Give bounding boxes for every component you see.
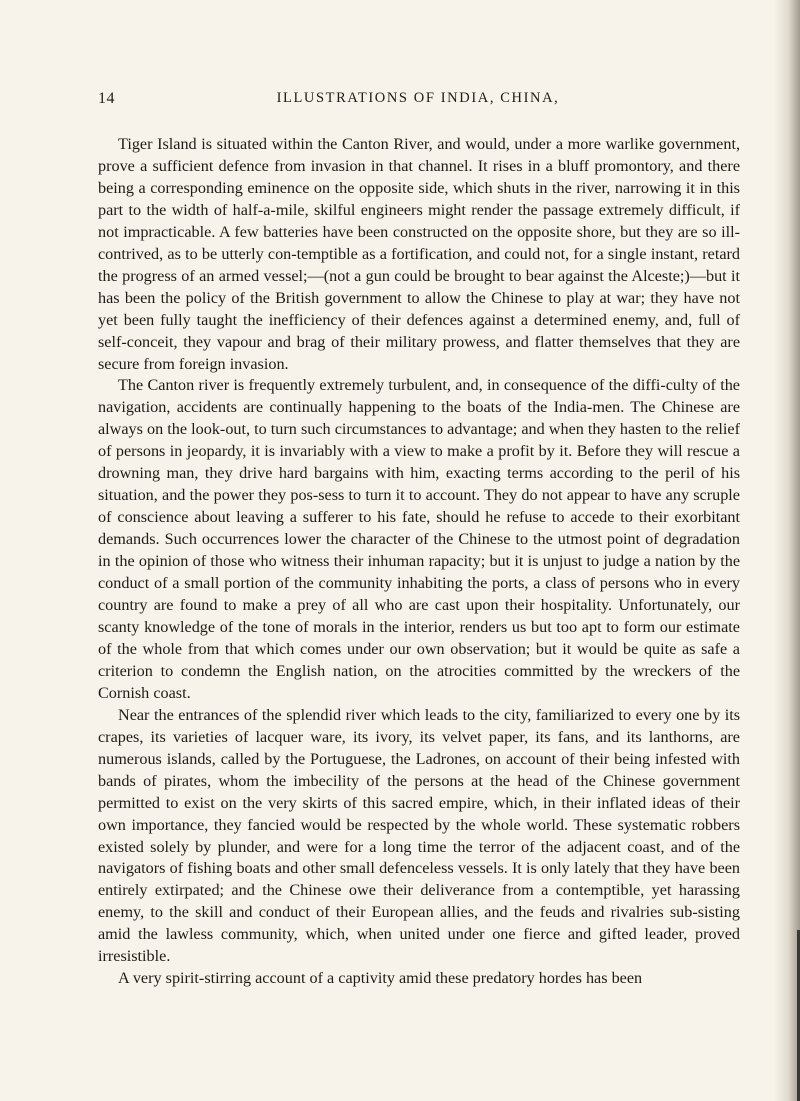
paragraph: The Canton river is frequently extremely turbulent, and, in consequence of the diffi-culty of the navigation, accidents are continually happening to the boats of the India-men. The Chinese are always on the look-out, to turn such circumstances to advantage; and when they hasten to the relief of persons in jeopardy, it is invariably with a view to make a profit by it. Before they will rescue a drowning man, they drive hard bargains with him, exacting terms according to the peril of his situation, and the power they pos-sess to turn it to account. They do not appear to have any scruple of conscience about leaving a sufferer to his fate, should he refuse to accede to their exorbitant demands. Such occurrences lower the character of the Chinese to the utmost point of degradation in the opinion of those who witness their inhuman rapacity; but it is unjust to judge a nation by the conduct of a small portion of the community inhabiting the ports, a class of persons who in every country are found to make a prey of all who are cast upon their hospitality. Unfortunately, our scanty knowledge of the tone of morals in the interior, renders us but too apt to form our estimate of the whole from that which comes under our own observation; but it would be quite as safe a criterion to condemn the English nation, on the atrocities committed by the wreckers of the Cornish coast. [98, 376, 740, 702]
body-text [98, 134, 740, 990]
running-head: ILLUSTRATIONS OF INDIA, CHINA, [276, 90, 560, 106]
page-number: 14 [98, 90, 115, 107]
paragraph: Near the entrances of the splendid river which leads to the city, familiarized to every one by its crapes, its varieties of lacquer ware, its ivory, its velvet paper, its fans, and its lanthorns, are numerous islands, called by the Portuguese, the Ladrones, on account of their being infested with bands of pirates, whom the imbecility of the persons at the head of the Chinese government permitted to exist on the very skirts of this sacred empire, which, in their inflated ideas of their own importance, they fancied would be respected by the whole world. These systematic robbers existed solely by plunder, and were for a long time the terror of the adjacent coast, and of the navigators of fishing boats and other small defenceless vessels. It is only lately that they have been entirely extirpated; and the Chinese owe their deliverance from a contemptible, yet harassing enemy, to the skill and conduct of their European allies, and the feuds and rivalries sub-sisting amid the lawless community, which, when united under one fierce and gifted leader, proved irresistible. [98, 705, 740, 966]
page-header [98, 90, 738, 110]
paragraph: Tiger Island is situated within the Canton River, and would, under a more warlike government, prove a sufficient defence from invasion in that channel. It rises in a bluff promontory, and there being a corresponding eminence on the opposite side, which shuts in the river, narrowing it in this part to the width of half-a-mile, skilful engineers might render the passage extremely difficult, if not impracticable. A few batteries have been constructed on the opposite shore, but they are so ill-contrived, as to be utterly con-temptible as a fortification, and could not, for a single instant, retard the progress of an armed vessel;—(not a gun could be brought to bear against the Alceste;)—but it has been the policy of the British government to allow the Chinese to play at war; they have not yet been fully taught the inefficiency of their defences against a determined enemy, and, full of self-conceit, they vapour and brag of their military prowess, and flatter themselves that they are secure from foreign invasion. [98, 135, 740, 373]
paragraph: A very spirit-stirring account of a captivity amid these predatory hordes has been [118, 969, 643, 988]
